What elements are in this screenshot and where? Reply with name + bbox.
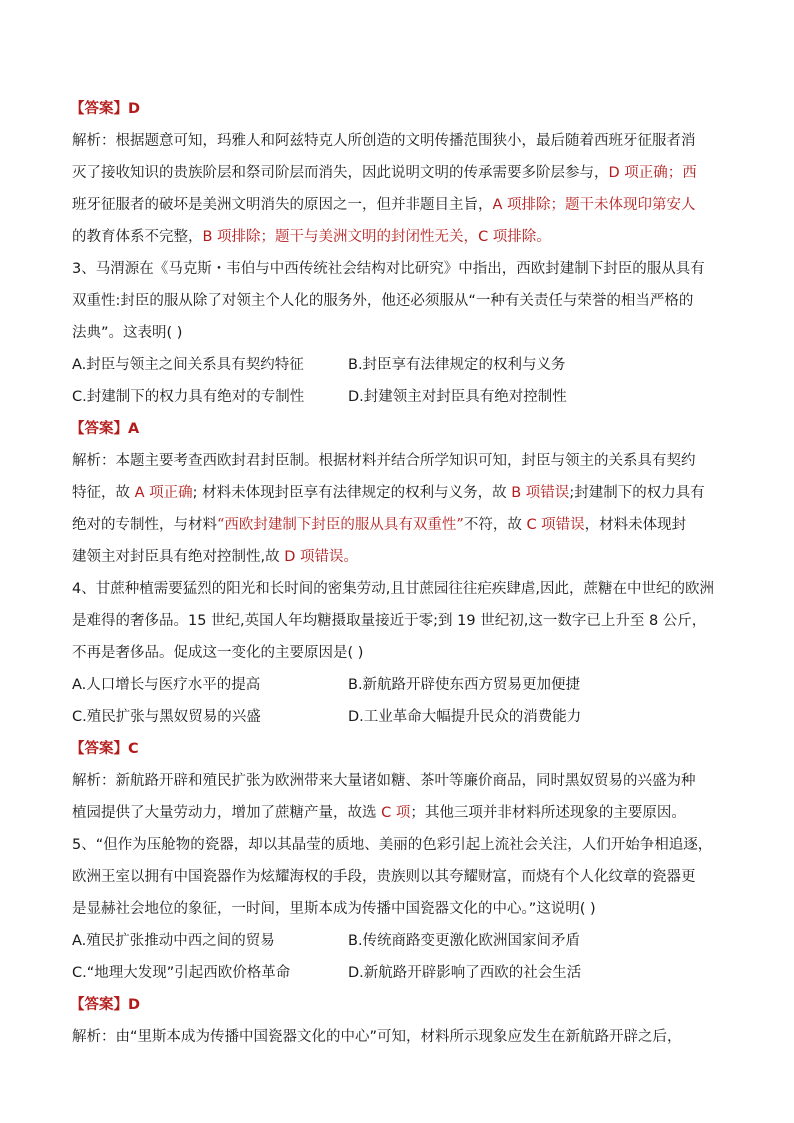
explanation-highlight: C 项错误 bbox=[526, 517, 585, 533]
question-5-line3: 是显赫社会地位的象征，一时间，里斯本成为传播中国瓷器文化的中心。”这说明( ) bbox=[72, 901, 596, 917]
question-4-line1: 4、甘蔗种植需要猛烈的阳光和长时间的密集劳动,且甘蔗园往往疟疾肆虐,因此，蔗糖在中世纪的欧洲 bbox=[72, 581, 714, 597]
explanation-highlight: B 项错误 bbox=[511, 485, 570, 501]
explanation-text: 建领主对封臣具有绝对控制性,故 bbox=[72, 549, 285, 565]
explanation-q2-line3 bbox=[72, 195, 732, 215]
explanation-highlight: D 项正确；西 bbox=[608, 165, 697, 181]
explanation-text: 的教育体系不完整， bbox=[72, 229, 203, 245]
explanation-text: ，材料未体现封 bbox=[584, 517, 687, 533]
explanation-text: 灭了接收知识的贵族阶层和祭司阶层而消失，因此说明文明的传承需要多阶层参与， bbox=[72, 165, 609, 181]
q5-option-d[interactable]: D.新航路开辟影响了西欧的社会生活 bbox=[348, 965, 582, 981]
explanation-q2-line1: 解析：根据题意可知，玛雅人和阿兹特克人所创造的文明传播范围狭小，最后随着西班牙征服者消 bbox=[72, 133, 696, 149]
explanation-text: ; 材料未体现封臣享有法律规定的权利与义务，故 bbox=[192, 485, 512, 501]
question-4-line3: 不再是奢侈品。促成这一变化的主要原因是( ) bbox=[72, 645, 364, 661]
explanation-text: 班牙征服者的破坏是美洲文明消失的原因之一，但并非题目主旨， bbox=[72, 197, 493, 213]
q3-option-a[interactable]: A.封臣与领主之间关系具有契约特征 bbox=[72, 357, 304, 373]
question-5-line2: 欧洲王室以拥有中国瓷器作为炫耀海权的手段，贵族则以其夸耀财富，而烧有个人化纹章的瓷器更 bbox=[72, 869, 696, 885]
explanation-text: ;封建制下的权力具有 bbox=[569, 485, 705, 501]
explanation-q4-line2 bbox=[72, 803, 732, 823]
explanation-text: 植园提供了大量劳动力，增加了蔗糖产量，故选 bbox=[72, 805, 382, 821]
answer-label-q3: 【答案】A bbox=[70, 421, 140, 437]
question-3-line2: 双重性:封臣的服从除了对领主个人化的服务外，他还必须服从“一种有关责任与荣誉的相当严格的 bbox=[72, 293, 694, 309]
question-5-line1: 5、“但作为压舱物的瓷器，却以其晶莹的质地、美丽的色彩引起上流社会关注，人们开始争相追逐， bbox=[72, 837, 713, 853]
explanation-text: 特征，故 bbox=[72, 485, 135, 501]
answer-label-q5: 【答案】D bbox=[70, 997, 141, 1013]
explanation-q4-line1: 解析：新航路开辟和殖民扩张为欧洲带来大量诸如糖、茶叶等廉价商品，同时黑奴贸易的兴盛为种 bbox=[72, 773, 696, 789]
q5-option-a[interactable]: A.殖民扩张推动中西之间的贸易 bbox=[72, 933, 275, 949]
q4-option-b[interactable]: B.新航路开辟使东西方贸易更加便捷 bbox=[348, 677, 581, 693]
q3-option-b[interactable]: B.封臣享有法律规定的权利与义务 bbox=[348, 357, 566, 373]
explanation-text: 不符，故 bbox=[463, 517, 527, 533]
explanation-q5-line1: 解析：由“里斯本成为传播中国瓷器文化的中心”可知，材料所示现象应发生在新航路开辟之后， bbox=[72, 1029, 682, 1045]
q4-option-c[interactable]: C.殖民扩张与黑奴贸易的兴盛 bbox=[72, 709, 261, 725]
explanation-quote: “西欧封建制下封臣的服从具有双重性” bbox=[217, 517, 464, 533]
explanation-q2-line4 bbox=[72, 227, 732, 247]
explanation-text: 绝对的专制性，与材料 bbox=[72, 517, 217, 533]
answer-label-q4: 【答案】C bbox=[70, 741, 139, 757]
explanation-q3-line3 bbox=[72, 515, 732, 535]
explanation-q3-line4 bbox=[72, 547, 732, 567]
q4-option-d[interactable]: D.工业革命大幅提升民众的消费能力 bbox=[348, 709, 582, 725]
explanation-q3-line1: 解析：本题主要考查西欧封君封臣制。根据材料并结合所学知识可知，封臣与领主的关系具有契约 bbox=[72, 453, 696, 469]
q3-option-d[interactable]: D.封建领主对封臣具有绝对控制性 bbox=[348, 389, 567, 405]
answer-label-q2: 【答案】D bbox=[70, 101, 141, 117]
q5-option-c[interactable]: C.“地理大发现”引起西欧价格革命 bbox=[72, 965, 291, 981]
question-4-line2: 是难得的奢侈品。15 世纪,英国人年均糖摄取量接近于零;到 19 世纪初,这一数字已上升至 8 公斤， bbox=[72, 613, 707, 629]
explanation-highlight: B 项排除；题干与美洲文明的封闭性无关， bbox=[202, 229, 479, 245]
explanation-highlight: C 项 bbox=[381, 805, 411, 821]
explanation-text: ；其他三项并非材料所述现象的主要原因。 bbox=[410, 805, 686, 821]
explanation-q2-line2 bbox=[72, 163, 732, 183]
question-3-line3: 法典”。这表明( ) bbox=[72, 325, 183, 341]
explanation-highlight: A 项排除；题干未体现印第安人 bbox=[492, 197, 696, 213]
q3-option-c[interactable]: C.封建制下的权力具有绝对的专制性 bbox=[72, 389, 305, 405]
q5-option-b[interactable]: B.传统商路变更激化欧洲国家间矛盾 bbox=[348, 933, 581, 949]
explanation-highlight: A 项正确 bbox=[134, 485, 193, 501]
question-3-line1: 3、马渭源在《马克斯・韦伯与中西传统社会结构对比研究》中指出，西欧封建制下封臣的服从具有 bbox=[72, 261, 705, 277]
explanation-highlight: C 项排除。 bbox=[478, 229, 551, 245]
explanation-highlight: D 项错误。 bbox=[284, 549, 358, 565]
explanation-q3-line2 bbox=[72, 483, 732, 503]
q4-option-a[interactable]: A.人口增长与医疗水平的提高 bbox=[72, 677, 261, 693]
